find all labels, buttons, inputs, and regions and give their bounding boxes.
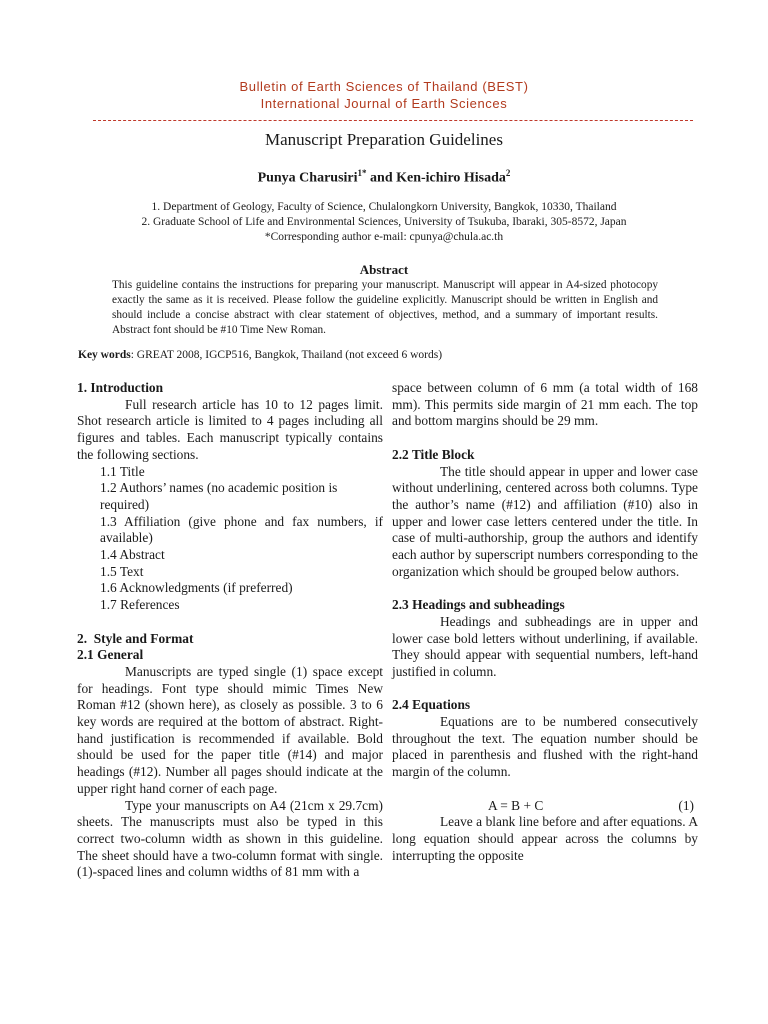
- equation-number: (1): [678, 797, 694, 813]
- journal-subtitle: International Journal of Earth Sciences: [260, 96, 508, 111]
- subsection-heading: 2.3 Headings and subheadings: [392, 597, 565, 613]
- journal-name: Bulletin of Earth Sciences of Thailand (BEST): [239, 79, 529, 94]
- keywords-label: Key words: [78, 349, 131, 361]
- author-2: Ken-ichiro Hisada: [396, 170, 506, 186]
- subsection-heading: 2.4 Equations: [392, 697, 471, 713]
- paper-title: Manuscript Preparation Guidelines: [265, 130, 503, 149]
- abstract-heading: Abstract: [359, 262, 409, 277]
- section-list-item: 1.4 Abstract: [100, 547, 165, 563]
- paragraph: Leave a blank line before and after equations. A long equation should appear across the columns by interrupting the opposite: [392, 814, 698, 863]
- corresponding-author: *Corresponding author e-mail: cpunya@chula.ac.th: [264, 231, 504, 243]
- subsection-heading: 2.1 General: [77, 647, 144, 663]
- section-list-item: 1.7 References: [100, 597, 180, 613]
- paragraph: The title should appear in upper and lower case without underlining, centered across both columns. Type the author’s name (#12) and affiliation (#10) also in upper and lower case letters centered under the title. In case of multi-authorship, group the authors and identify each author by superscript numbers corresponding to the organization which should be grouped below authors.: [392, 463, 698, 579]
- affiliation-1: 1. Department of Geology, Faculty of Science, Chulalongkorn University, Bangkok, 10330, Thailand: [151, 201, 617, 213]
- paragraph: Headings and subheadings are in upper and lower case bold letters without underlining, if available. They should appear with sequential numbers, left-hand justified in column.: [392, 613, 698, 679]
- author-conjunction: and: [366, 170, 397, 186]
- abstract-text: This guideline contains the instructions for preparing your manuscript. Manuscript will appear in A4-sized photocopy exactly the same as it is received. Please follow the guideline explicitly. Manuscript should be written in English and should include a concise abstract with clear statement of objectives, method, and a summary of important results. Abstract font should be #10 Time New Roman.: [112, 279, 658, 336]
- header-divider: [93, 120, 693, 121]
- section-list-item: 1.6 Acknowledgments (if preferred): [100, 580, 293, 596]
- paragraph: Type your manuscripts on A4 (21cm x 29.7cm) sheets. The manuscripts must also be typed in this correct two-column width as shown in this guideline. The sheet should have a two-column format with single. (1)-spaced lines and column widths of 81 mm with a: [77, 797, 383, 880]
- left-column: [77, 380, 383, 881]
- section-heading: 2. Style and Format: [77, 630, 194, 646]
- section-list-item: 1.5 Text: [100, 563, 144, 579]
- paragraph: Full research article has 10 to 12 pages limit. Shot research article is limited to 4 pages including all figures and tables. Each manuscript typically contains the following sections.: [77, 396, 383, 462]
- keywords-text: : GREAT 2008, IGCP516, Bangkok, Thailand (not exceed 6 words): [130, 349, 443, 361]
- author-line: [0, 168, 768, 187]
- paragraph: Manuscripts are typed single (1) space except for headings. Font type should mimic Times New Roman #12 (shown here), as closely as possible. 3 to 6 key words are required at the bottom of abstract. Right-hand justification is recommended if available. Bold should be used for the paper title (#14) and major headings (#12). Number all pages should indicate at the upper right hand corner of each page.: [77, 663, 383, 796]
- paragraph: Equations are to be numbered consecutively throughout the text. The equation number should be placed in parenthesis and flushed with the right-hand margin of the column.: [392, 714, 698, 780]
- author-2-superscript: 2: [505, 168, 511, 178]
- affiliations: [0, 200, 768, 245]
- subsection-heading: 2.2 Title Block: [392, 446, 475, 462]
- paragraph: space between column of 6 mm (a total width of 168 mm). This permits side margin of 21 mm each. The top and bottom margins should be 29 mm.: [392, 380, 698, 429]
- equation: A = B + C: [488, 797, 544, 813]
- right-column: [392, 380, 698, 864]
- affiliation-2: 2. Graduate School of Life and Environmental Sciences, University of Tsukuba, Ibaraki, 305-8572, Japan: [141, 216, 627, 228]
- section-list-item: 1.1 Title: [100, 463, 145, 479]
- section-list-item: 1.2 Authors’ names (no academic position is required): [100, 480, 338, 512]
- author-1-superscript: 1*: [357, 168, 367, 178]
- equation-line: [392, 798, 698, 815]
- journal-header: [0, 78, 768, 112]
- section-list-item: 1.3 Affiliation (give phone and fax numbers, if available): [100, 513, 383, 546]
- section-heading: 1. Introduction: [77, 380, 164, 395]
- author-1: Punya Charusiri: [257, 170, 358, 186]
- keywords: [78, 349, 698, 361]
